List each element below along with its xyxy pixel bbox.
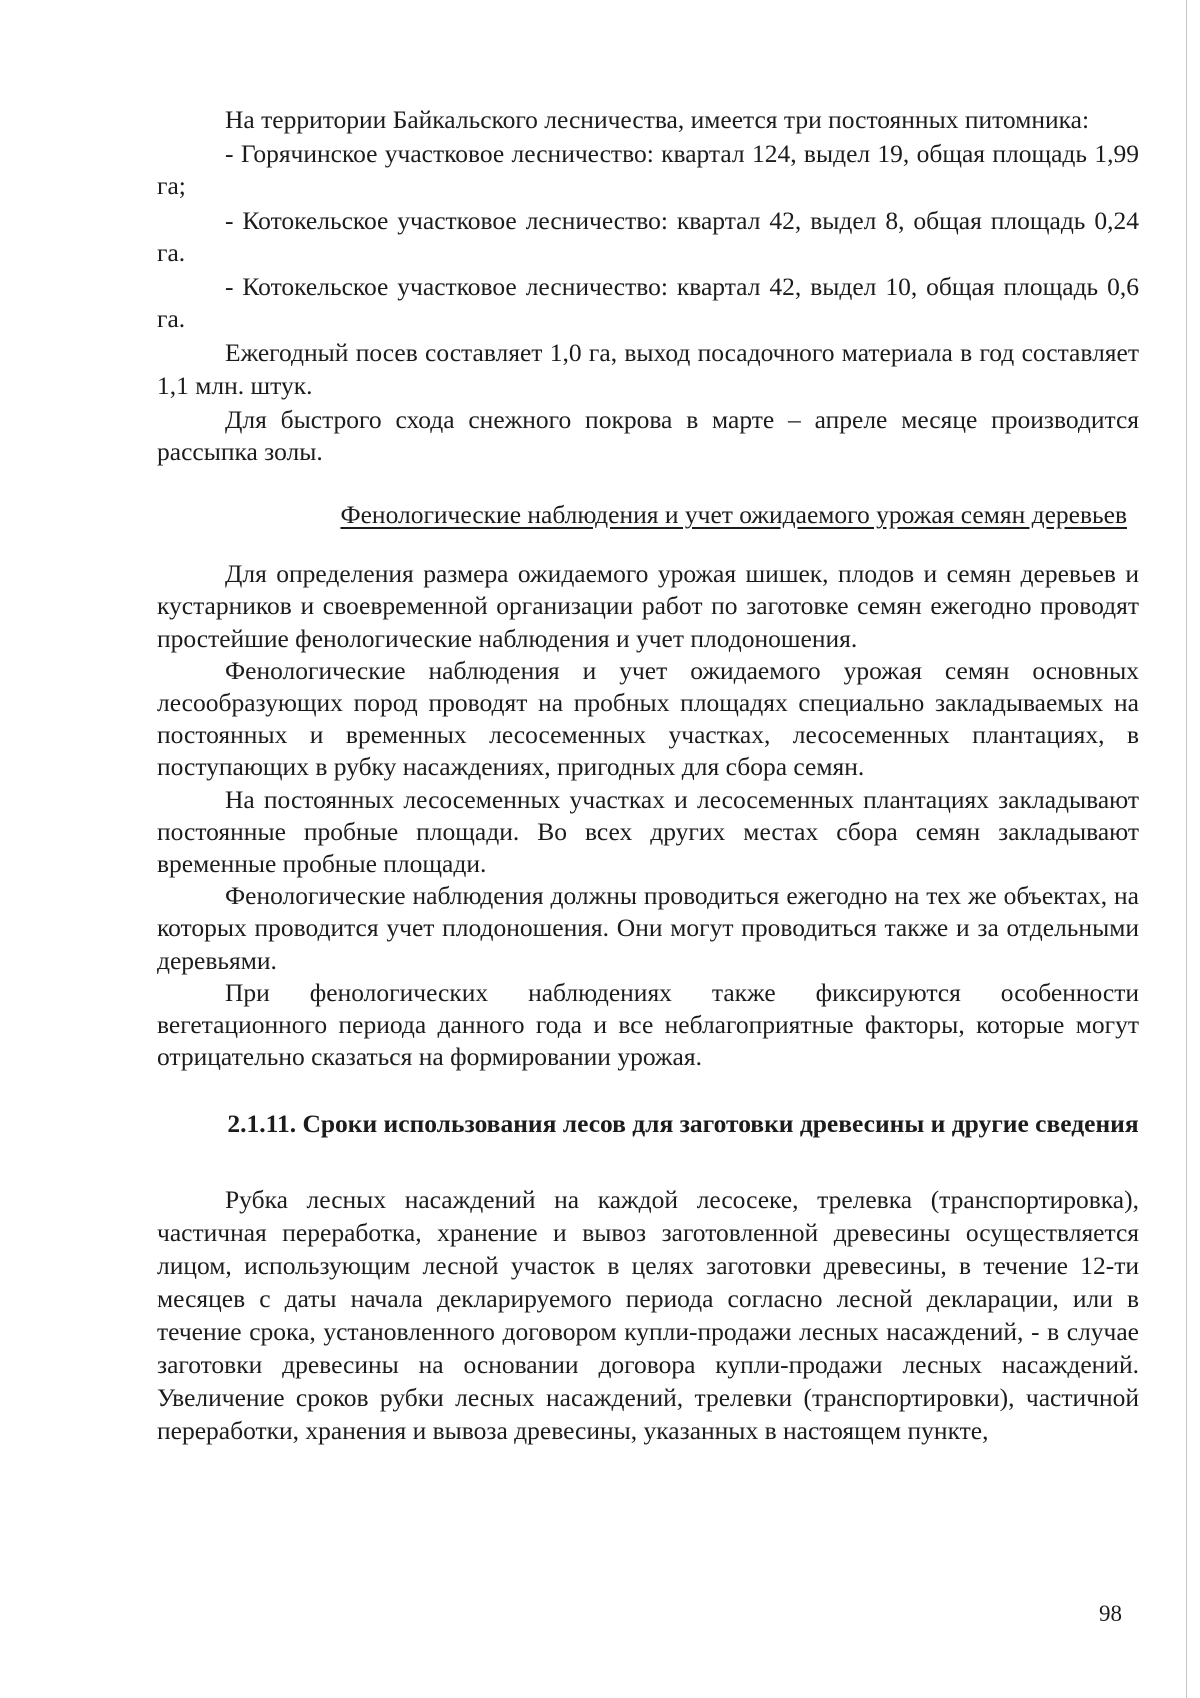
- phenology-paragraph-2: Фенологические наблюдения и учет ожидаемого урожая семян основных лесообразующих пород проводят на пробных площадях специально закладываемых на постоянных и временных лесосеменных участках, лесосеменных плантациях, в поступающих в рубку насаждениях, пригодных для сбора семян.: [157, 655, 1139, 782]
- timber-terms-section: [157, 1183, 1139, 1447]
- phenology-paragraph-1: Для определения размера ожидаемого урожая шишек, плодов и семян деревьев и кустарников и своевременной организации работ по заготовке семян ежегодно проводят простейшие фенологические наблюдения и учет плодоношения.: [157, 559, 1139, 653]
- section-heading-2-1-11: 2.1.11. Сроки использования лесов для заготовки древесины и другие сведения: [227, 1109, 1139, 1139]
- sowing-paragraph: Ежегодный посев составляет 1,0 га, выход посадочного материала в год составляет 1,1 млн. штук.: [157, 338, 1139, 400]
- phenology-section: [157, 558, 1139, 1073]
- nursery-item-1: - Горячинское участковое лесничество: квартал 124, выдел 19, общая площадь 1,99 га;: [157, 139, 1139, 201]
- ash-paragraph: Для быстрого схода снежного покрова в марте – апреле месяце производится рассыпка золы.: [157, 404, 1139, 467]
- phenology-paragraph-4: Фенологические наблюдения должны проводиться ежегодно на тех же объектах, на которых проводится учет плодоношения. Они могут проводиться также и за отдельными деревьями.: [157, 881, 1139, 975]
- document-page: [157, 104, 1139, 1447]
- page-number: 98: [1099, 1601, 1122, 1626]
- intro-paragraph: На территории Байкальского лесничества, имеется три постоянных питомника:: [225, 105, 1090, 134]
- phenology-paragraph-3: На постоянных лесосеменных участках и лесосеменных плантациях закладывают постоянные пробные площади. Во всех других местах сбора семян закладывают временные пробные площади.: [157, 784, 1139, 879]
- nursery-item-3: - Котокельское участковое лесничество: квартал 42, выдел 10, общая площадь 0,6 га.: [157, 272, 1139, 334]
- timber-terms-paragraph: Рубка лесных насаждений на каждой лесосеке, трелевка (транспортировка), частичная переработка, хранение и вывоз заготовленной древесины осуществляется лицом, использующим лесной участок в целях заготовки древесины, в течение 12-ти месяцев с даты начала декларируемого периода согласно лесной декларации, или в течение срока, установленного договором купли-продажи лесных насаждений, - в случае заготовки древесины на основании договора купли-продажи лесных насаждений. Увеличение сроков рубки лесных насаждений, трелевки (транспортировки), частичной переработки, хранения и вывоза древесины, указанных в настоящем пункте,: [157, 1185, 1139, 1446]
- page-edge-line: [1186, 0, 1187, 1698]
- nursery-item-2: - Котокельское участковое лесничество: квартал 42, выдел 8, общая площадь 0,24 га.: [157, 205, 1139, 267]
- phenology-subheading: Фенологические наблюдения и учет ожидаемого урожая семян деревьев: [340, 500, 1127, 530]
- phenology-paragraph-5: При фенологических наблюдениях также фиксируются особенности вегетационного периода данного года и все неблагоприятные факторы, которые могут отрицательно сказаться на формировании урожая.: [157, 977, 1139, 1072]
